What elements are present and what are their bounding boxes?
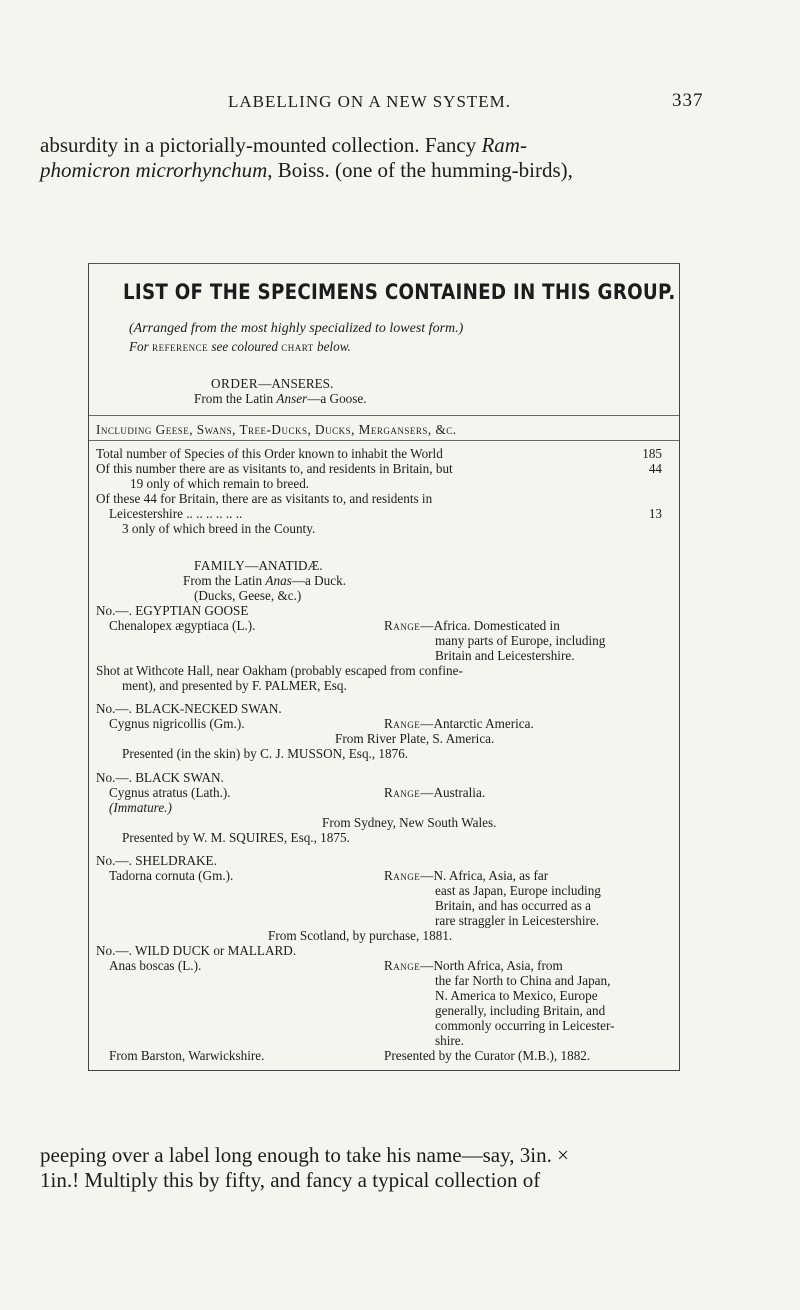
species-range: Range—Antarctic America. [384,716,534,731]
divider-2 [88,440,680,441]
label-reference: For reference see coloured chart below. [129,339,351,354]
species-note: From Sydney, New South Wales. [322,815,497,830]
body-line-after-1: peeping over a label long enough to take his name—say, 3in. × [40,1143,569,1167]
species-note: Presented by W. M. SQUIRES, Esq., 1875. [122,830,350,845]
species-range-line: the far North to China and Japan, [435,973,611,988]
species-note-right: Presented by the Curator (M.B.), 1882. [384,1048,591,1063]
body-text-before [40,133,770,183]
order-includes: Including Geese, Swans, Tree-Ducks, Ducks, Mergansers, &c. [96,422,457,437]
stat-line-5: Leicestershire .. .. .. .. .. .. [109,506,243,521]
page-number: 337 [672,90,704,111]
species-range-line: Britain, and has occurred as a [435,898,591,913]
species-note: From River Plate, S. America. [335,731,495,746]
species-latin: Cygnus nigricollis (Gm.). [109,716,245,731]
species-name: No.—. EGYPTIAN GOOSE [96,603,249,618]
divider-1 [88,415,680,416]
body-line-2b: , Boiss. (one of the humming-birds), [267,158,573,182]
species-latin: Cygnus atratus (Lath.). [109,785,231,800]
stat-line-1: Total number of Species of this Order known to inhabit the World [96,446,443,461]
body-line-2a: phomicron microrhynchum [40,158,268,182]
species-range-line: east as Japan, Europe including [435,883,601,898]
body-line-1a: absurdity in a pictorially-mounted collection. Fancy [40,133,482,157]
body-line-1b: Ram- [481,133,527,157]
stat-value-5: 13 [648,506,662,521]
species-note: ment), and presented by F. PALMER, Esq. [122,678,347,693]
species-note: From Scotland, by purchase, 1881. [268,928,453,943]
stat-line-4: Of these 44 for Britain, there are as visitants to, and residents in [96,491,433,506]
species-note: Shot at Withcote Hall, near Oakham (probably escaped from confine- [96,663,463,678]
running-head-title: LABELLING ON A NEW SYSTEM. [228,92,512,111]
stat-value-2: 44 [648,461,662,476]
body-line-after-2: 1in.! Multiply this by fifty, and fancy a typical collection of [40,1168,541,1192]
species-range-line: generally, including Britain, and [435,1003,606,1018]
species-range: Range—N. Africa, Asia, as far [384,868,549,883]
species-range: Range—Australia. [384,785,486,800]
label-heading: LIST OF THE SPECIMENS CONTAINED IN THIS GROUP. [123,280,676,304]
stat-line-3: 19 only of which remain to breed. [130,476,310,491]
species-range-line: Britain and Leicestershire. [435,648,575,663]
species-range: Range—North Africa, Asia, from [384,958,563,973]
specimen-label [88,263,680,773]
species-note-left: From Barston, Warwickshire. [109,1048,265,1063]
stat-line-6: 3 only of which breed in the County. [122,521,316,536]
species-latin: Anas boscas (L.). [109,958,202,973]
order-name: ORDER—ANSERES. [211,376,334,391]
species-range-line: shire. [435,1033,464,1048]
species-range-line: many parts of Europe, including [435,633,606,648]
species-latin: Chenalopex ægyptiaca (L.). [109,618,256,633]
family-name: FAMILY—ANATIDÆ. [194,558,323,573]
species-range-line: N. America to Mexico, Europe [435,988,598,1003]
species-latin: Tadorna cornuta (Gm.). [109,868,234,883]
species-name: No.—. BLACK-NECKED SWAN. [96,701,282,716]
species-range-line: rare straggler in Leicestershire. [435,913,600,928]
family-latin: From the Latin Anas—a Duck. [183,573,346,588]
label-subheading: (Arranged from the most highly specialized to lowest form.) [129,321,464,336]
species-name: No.—. SHELDRAKE. [96,853,217,868]
species-name: No.—. BLACK SWAN. [96,770,224,785]
species-immature: (Immature.) [109,800,172,815]
stat-line-2: Of this number there are as visitants to, and residents in Britain, but [96,461,453,476]
species-range: Range—Africa. Domesticated in [384,618,560,633]
stat-value-1: 185 [642,446,662,461]
species-range-line: commonly occurring in Leicester- [435,1018,615,1033]
family-note: (Ducks, Geese, &c.) [194,588,302,603]
species-name: No.—. WILD DUCK or MALLARD. [96,943,297,958]
order-latin: From the Latin Anser—a Goose. [194,391,367,406]
species-note: Presented (in the skin) by C. J. MUSSON, Esq., 1876. [122,746,409,761]
